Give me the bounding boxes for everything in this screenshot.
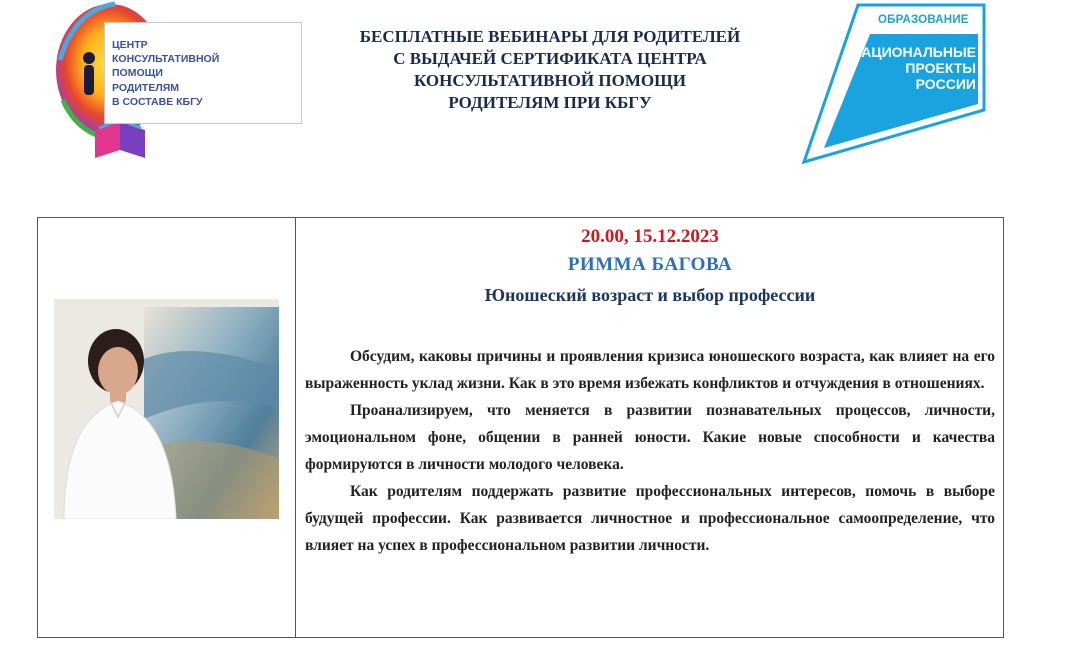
- speaker-name: РИММА БАГОВА: [567, 254, 733, 275]
- description-paragraph: Обсудим, каковы причины и проявления кризиса юношеского возраста, как влияет на его выраженность уклад жизни. Как в это время избежать конфликтов и отчуждения в отношениях.: [305, 348, 995, 392]
- logo-line: ПРОЕКТЫ: [905, 60, 976, 76]
- logo-line: РОССИИ: [915, 76, 976, 92]
- webinar-topic: Юношеский возраст и выбор профессии: [484, 285, 816, 305]
- logo-line: РОДИТЕЛЯМ: [112, 81, 179, 94]
- page-header: [0, 0, 1080, 200]
- education-label: ОБРАЗОВАНИЕ: [878, 14, 969, 26]
- event-description: [305, 343, 995, 559]
- title-line: БЕСПЛАТНЫЕ ВЕБИНАРЫ ДЛЯ РОДИТЕЛЕЙ: [359, 27, 741, 46]
- speaker-portrait-icon: [54, 299, 279, 519]
- page-title: [305, 26, 795, 114]
- center-logo-text: [112, 38, 252, 109]
- title-line: КОНСУЛЬТАТИВНОЙ ПОМОЩИ: [414, 71, 686, 90]
- national-projects-text: [796, 44, 976, 92]
- event-table: [37, 217, 1004, 638]
- logo-line: ЦЕНТР: [112, 39, 148, 51]
- national-projects-logo: [796, 0, 986, 165]
- description-paragraph: Проанализируем, что меняется в развитии познавательных процессов, личности, эмоциональном фоне, общении в ранней юности. Какие новые способности и качества формируются в личности молодого человека.: [305, 402, 995, 473]
- description-paragraph: Как родителям поддержать развитие профессиональных интересов, помочь в выборе будущей профессии. Как развивается личностное и профессиональное самоопределение, что влияет на успех в профессиональном развитии личности.: [305, 483, 995, 554]
- event-details: [300, 218, 1000, 637]
- logo-line: КОНСУЛЬТАТИВНОЙ: [112, 53, 220, 66]
- logo-line: НАЦИОНАЛЬНЫЕ: [851, 44, 976, 60]
- logo-line: ПОМОЩИ: [112, 67, 163, 80]
- column-divider: [295, 218, 296, 637]
- event-datetime: 20.00, 15.12.2023: [581, 226, 719, 247]
- title-line: РОДИТЕЛЯМ ПРИ КБГУ: [448, 93, 652, 112]
- speaker-photo: [54, 299, 279, 519]
- title-line: С ВЫДАЧЕЙ СЕРТИФИКАТА ЦЕНТРА: [393, 49, 707, 68]
- logo-line: В СОСТАВЕ КБГУ: [112, 95, 203, 108]
